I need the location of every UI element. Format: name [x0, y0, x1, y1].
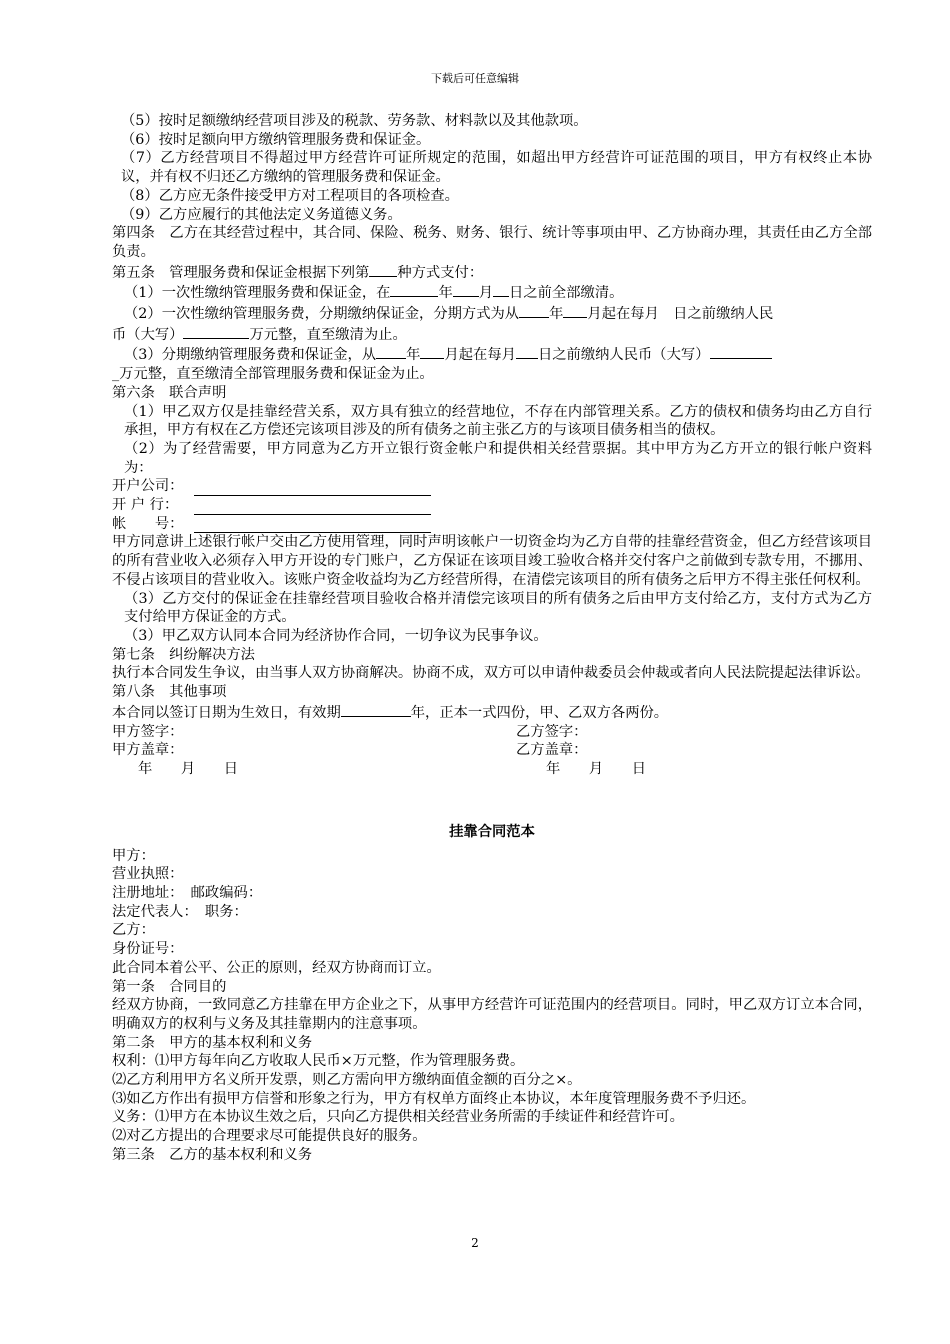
- account-company-label: 开户公司：: [112, 478, 184, 495]
- account-number-label: 帐 号：: [112, 515, 184, 532]
- blank-line: [710, 344, 772, 359]
- right-2: ⑵乙方利用甲方名义所开发票，则乙方需向甲方缴纳面值金额的百分之×。: [112, 1072, 582, 1089]
- blank-line: [563, 303, 587, 318]
- article-5-option-2-cont: 币（大写） 万元整，直至缴清为止。: [112, 324, 872, 345]
- party-b-date: 年 月 日: [546, 760, 647, 777]
- article-5-option-2: （2）一次性缴纳管理服务费，分期缴纳保证金，分期方式为从 年 月起在每月 日之前缴纳人民: [112, 303, 872, 324]
- article-6-para-2b: 甲方同意讲上述银行帐户交由乙方使用管理，同时声明该帐户一切资金均为乙方自带的挂靠经营资金，但乙方经营该项目的所有营业收入必须存入甲方开设的专门账户，乙方保证在该项目竣工验收合格并交付客户之前做到专款专用，不挪用、不侵占该项目的营业收入。该账户资金收益均为乙方经营所得，在清偿完该项目的所有债务之后甲方不得主张任何权利。: [112, 534, 872, 588]
- article-5-option-1: （1）一次性缴纳管理服务费和保证金，在 年 月 日之前全部缴清。: [112, 282, 872, 303]
- account-bank-line: [194, 499, 431, 515]
- account-bank-label: 开 户 行：: [112, 497, 179, 514]
- article-4: 第四条 乙方在其经营过程中，其合同、保险、税务、财务、银行、统计等事项由甲、乙方协商办理，其责任由乙方全部负责。: [112, 225, 872, 260]
- account-company-line: [194, 480, 431, 496]
- blank-line: [376, 344, 406, 359]
- article-6-para-4: （3）甲乙双方认同本合同为经济协作合同，一切争议为民事争议。: [124, 627, 548, 644]
- party-a-seal: 甲方盖章：: [112, 742, 184, 759]
- legal-rep-field: 法定代表人： 职务：: [112, 903, 248, 920]
- article-3-heading: 第三条 乙方的基本权利和义务: [112, 1146, 313, 1163]
- article-6-para-2: （2）为了经营需要，甲方同意为乙方开立银行资金帐户和提供相关经营票据。其中甲方为乙方开立的银行帐户资料为：: [124, 440, 872, 476]
- article-6-heading: 第六条 联合声明: [112, 384, 227, 401]
- document-body: [112, 112, 872, 1165]
- clause-9: （9）乙方应履行的其他法定义务道德义务。: [121, 206, 402, 223]
- blank-line: [516, 344, 538, 359]
- blank-line: [369, 262, 397, 277]
- seal-row: [112, 741, 872, 760]
- duty-2: ⑵对乙方提出的合理要求尽可能提供良好的服务。: [112, 1128, 427, 1145]
- article-1-heading: 第一条 合同目的: [112, 978, 227, 995]
- blank-line: [453, 282, 479, 297]
- blank-line: [341, 702, 411, 717]
- article-8-body: 本合同以签订日期为生效日，有效期 年，正本一式四份，甲、乙双方各两份。: [112, 702, 872, 723]
- business-license-field: 营业执照：: [112, 866, 184, 883]
- clause-7: （7）乙方经营项目不得超过甲方经营许可证所规定的范围，如超出甲方经营许可证范围的项目，甲方有权终止本协议，并有权不归还乙方缴纳的管理服务费和保证金。: [121, 150, 872, 186]
- blank-line: [493, 282, 509, 297]
- blank-line: [390, 282, 438, 297]
- article-1-body: 经双方协商，一致同意乙方挂靠在甲方企业之下，从事甲方经营许可证范围内的经营项目。同时，甲乙双方订立本合同，明确双方的权利与义务及其挂靠期内的注意事项。: [112, 997, 872, 1032]
- party-a-field: 甲方：: [112, 847, 155, 864]
- article-5-heading: 第五条 管理服务费和保证金根据下列第 种方式支付：: [112, 262, 872, 283]
- blank-line: [420, 344, 444, 359]
- account-bank-row: [112, 496, 872, 515]
- document-title: 挂靠合同范本: [449, 823, 535, 840]
- article-5-option-3: （3）分期缴纳管理服务费和保证金，从 年 月起在每月 日之前缴纳人民币（大写）: [112, 344, 872, 365]
- duty-1: 义务：⑴甲方在本协议生效之后，只向乙方提供相关经营业务所需的手续证件和经营许可。: [112, 1109, 684, 1126]
- party-a-date: 年 月 日: [138, 760, 239, 777]
- clause-6: （6）按时足额向甲方缴纳管理服务费和保证金。: [121, 131, 431, 148]
- blank-line: [183, 324, 249, 339]
- article-7-body: 执行本合同发生争议，由当事人双方协商解决。协商不成，双方可以申请仲裁委员会仲裁或者向人民法院提起法律诉讼。: [112, 665, 870, 682]
- article-5-option-3-cont: _万元整，直至缴清全部管理服务费和保证金为止。: [112, 366, 434, 383]
- signature-row: [112, 723, 872, 742]
- right-1: 权利：⑴甲方每年向乙方收取人民币×万元整，作为管理服务费。: [112, 1053, 525, 1070]
- party-a-signature: 甲方签字：: [112, 723, 184, 740]
- blank-line: [519, 303, 549, 318]
- id-number-field: 身份证号：: [112, 941, 184, 958]
- page-number: 2: [471, 1236, 479, 1250]
- account-company-row: [112, 477, 872, 496]
- address-field: 注册地址： 邮政编码：: [112, 885, 263, 902]
- article-7-heading: 第七条 纠纷解决方法: [112, 646, 255, 663]
- article-8-heading: 第八条 其他事项: [112, 684, 227, 701]
- right-3: ⑶如乙方作出有损甲方信誉和形象之行为，甲方有权单方面终止本协议，本年度管理服务费不予归还。: [112, 1090, 756, 1107]
- article-2-heading: 第二条 甲方的基本权利和义务: [112, 1034, 313, 1051]
- account-number-line: [194, 517, 431, 533]
- party-b-seal: 乙方盖章：: [516, 742, 588, 759]
- party-b-field: 乙方：: [112, 922, 155, 939]
- clause-8: （8）乙方应无条件接受甲方对工程项目的各项检查。: [121, 187, 459, 204]
- clause-5: （5）按时足额缴纳经营项目涉及的税款、劳务款、材料款以及其他款项。: [121, 113, 588, 129]
- account-number-row: [112, 515, 872, 534]
- article-6-para-1: （1）甲乙双方仅是挂靠经营关系，双方具有独立的经营地位，不存在内部管理关系。乙方的债权和债务均由乙方自行承担，甲方有权在乙方偿还完该项目涉及的所有债务之前主张乙方的与该项目债务相当的债权。: [124, 403, 872, 439]
- date-row: [112, 760, 872, 779]
- party-b-signature: 乙方签字：: [516, 723, 588, 740]
- intro-text: 此合同本着公平、公正的原则，经双方协商而订立。: [112, 959, 441, 976]
- page-header: 下载后可任意编辑: [431, 72, 519, 85]
- article-6-para-3: （3）乙方交付的保证金在挂靠经营项目验收合格并清偿完该项目的所有债务之后由甲方支付给乙方，支付方式为乙方支付给甲方保证金的方式。: [124, 590, 872, 626]
